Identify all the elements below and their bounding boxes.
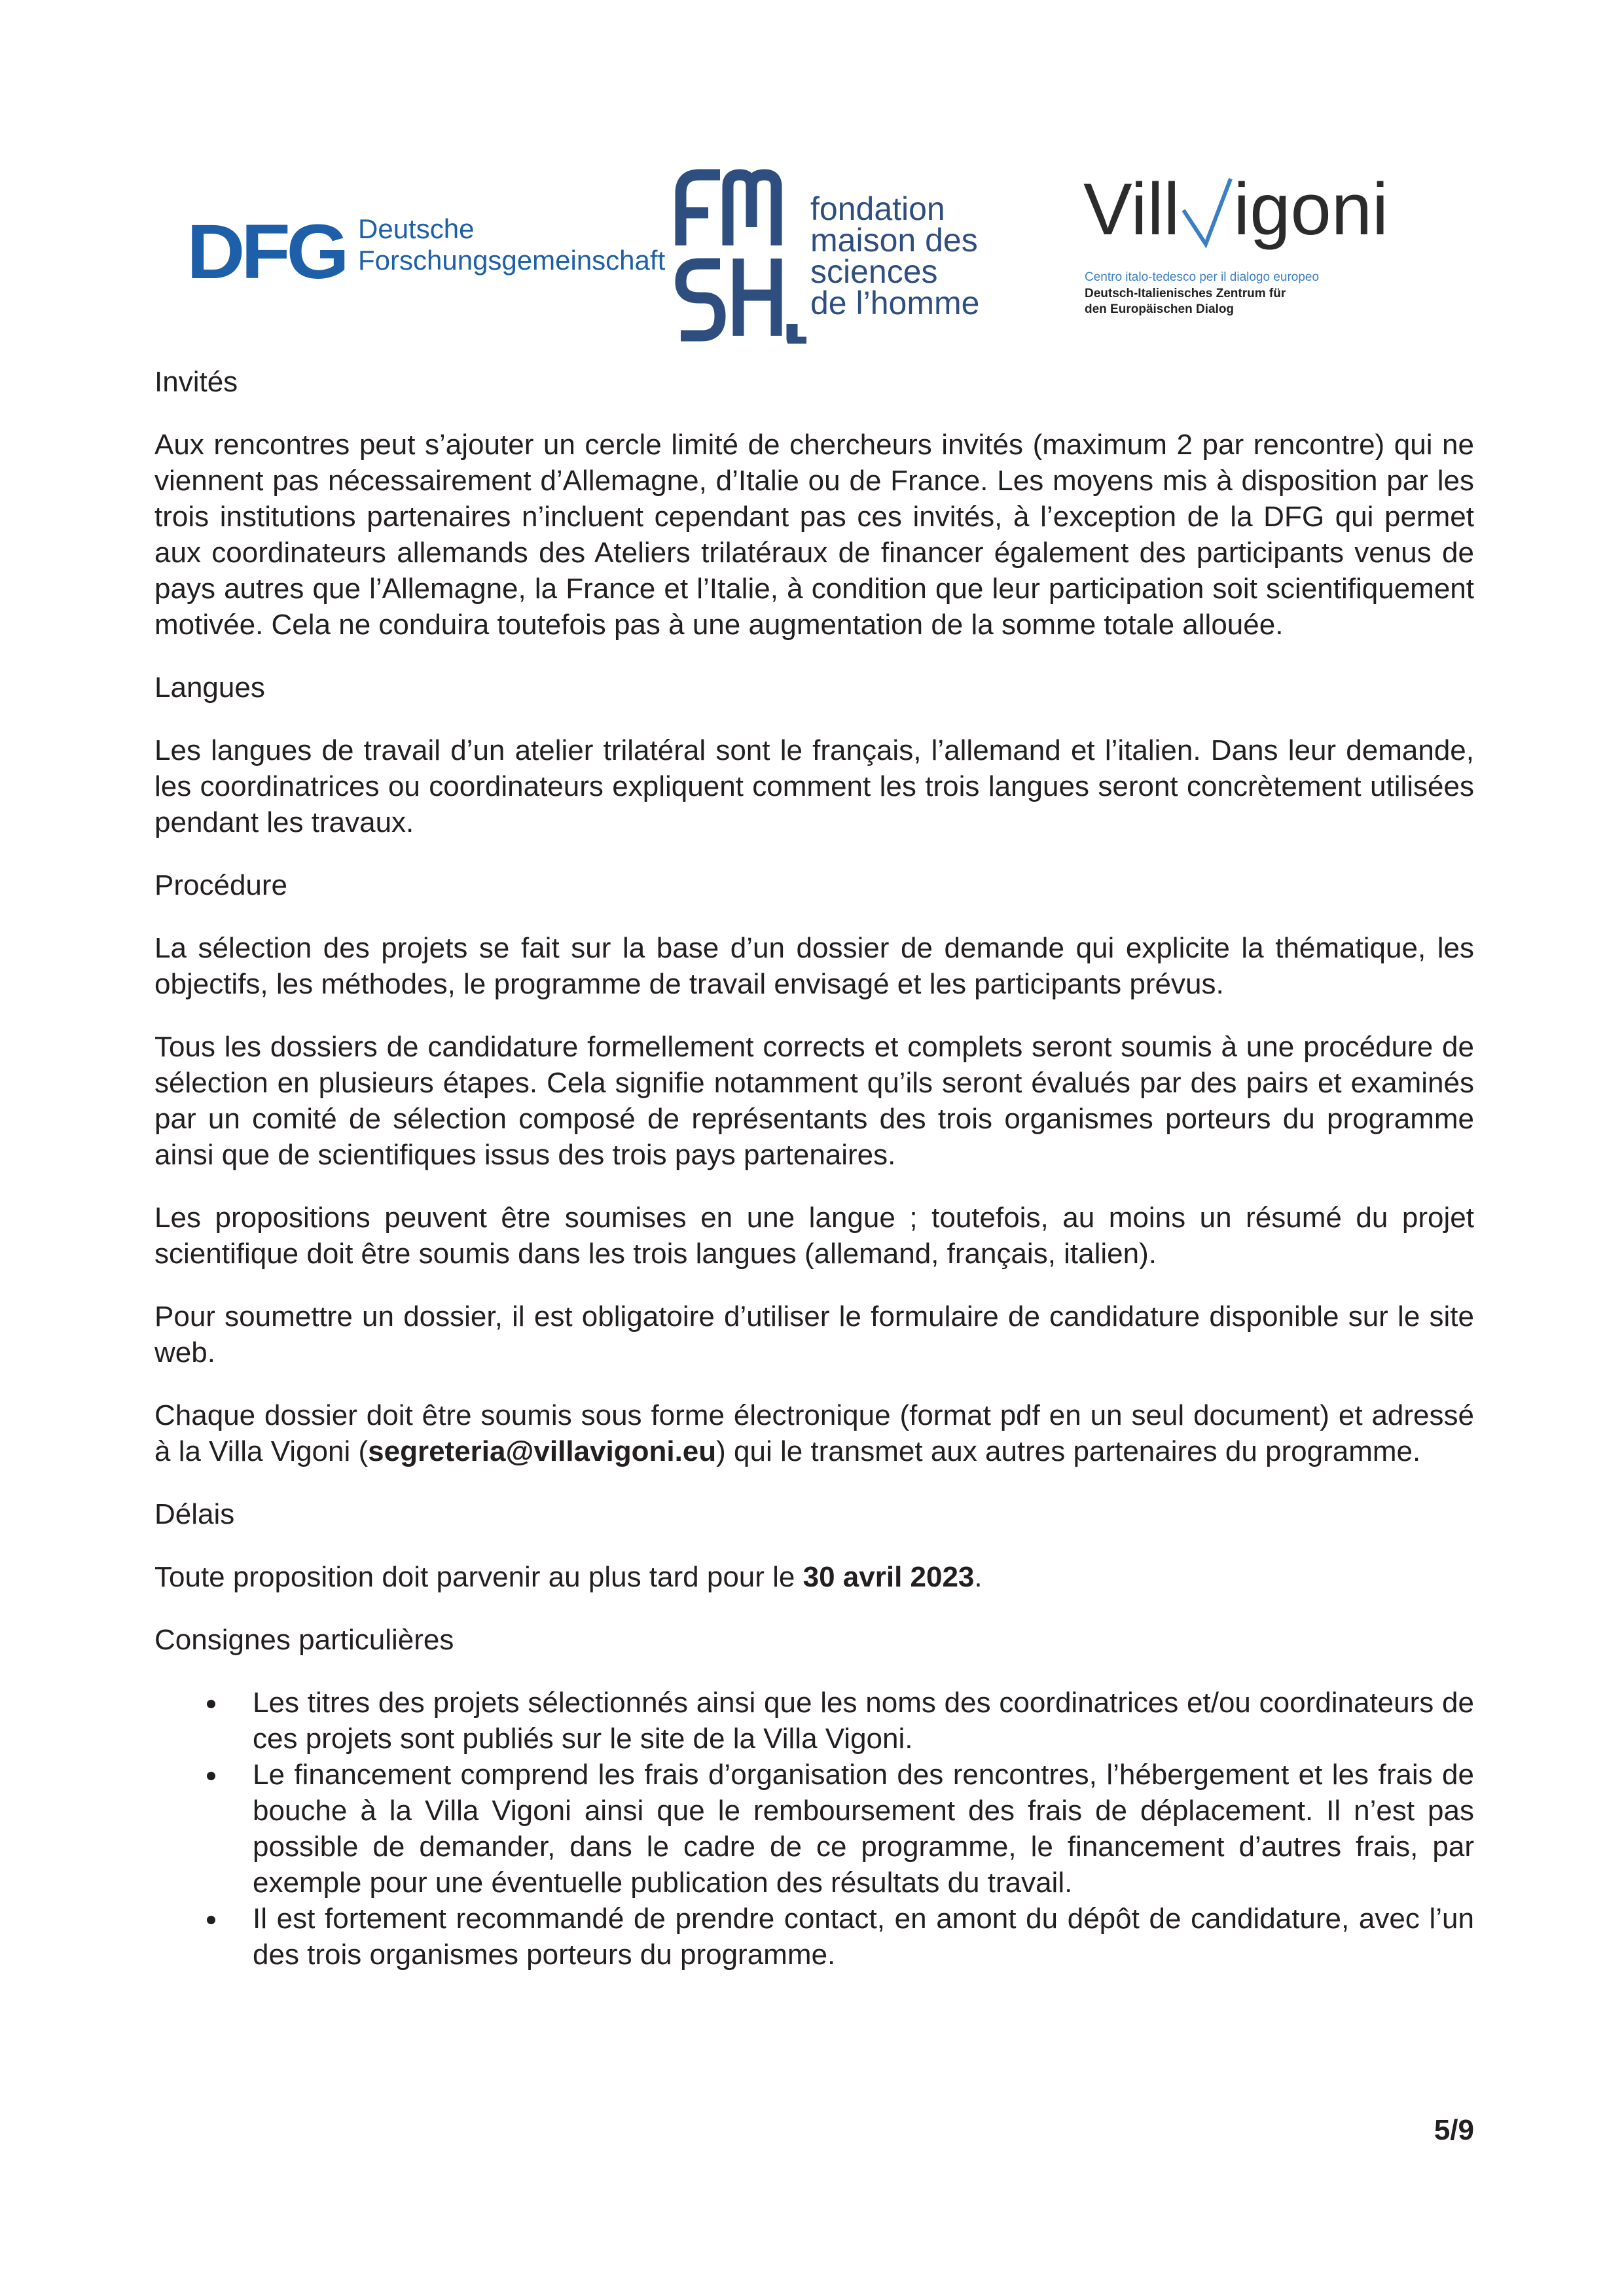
fmsh-logo-line2: maison des	[810, 222, 978, 259]
paragraph-invites: Aux rencontres peut s’ajouter un cercle limité de chercheurs invités (maximum 2 par rencontre) qui ne viennent pas nécessairement d’Allemagne, d’Italie ou de France. Les moyens mis à disposition par les trois institutions partenaires n’incluent cependant pas ces invités, à l’exception de la DFG qui permet aux coordinateurs allemands des Ateliers trilatéraux de financer également des participants venus de pays autres que l’Allemagne, la France et l’Italie, à condition que leur participation soit scientifiquement motivée. Cela ne conduira toutefois pas à une augmentation de la somme totale allouée.	[154, 429, 1474, 641]
paragraph-delais	[154, 1559, 1474, 1595]
page-number: 5/9	[1434, 2114, 1474, 2146]
fmsh-logo-line3: sciences	[810, 253, 938, 290]
dfg-logo	[187, 208, 666, 295]
dfg-logo-mark: DFG	[187, 209, 346, 295]
bullet-icon	[207, 1772, 215, 1780]
list-item-text: Le financement comprend les frais d’organisation des rencontres, l’hébergement et les frais de bouche à la Villa Vigoni ainsi que le remboursement des frais de déplacement. Il n’est pas possible de demander, dans le cadre de ce programme, le financement d’autres frais, par exemple pour une éventuelle publication des résultats du travail.	[253, 1759, 1474, 1899]
section-heading-procedure: Procédure	[154, 869, 288, 901]
fmsh-logo-line1: fondation	[810, 190, 945, 227]
list-item-text: Les titres des projets sélectionnés ainsi que les noms des coordinatrices et/ou coordinateurs de ces projets sont publiés sur le site de la Villa Vigoni.	[253, 1687, 1474, 1755]
delais-text-before: Toute proposition doit parvenir au plus tard pour le	[154, 1561, 803, 1593]
paragraph-langues: Les langues de travail d’un atelier trilatéral sont le français, l’allemand et l’italien. Dans leur demande, les coordinatrices ou coordinateurs expliquent comment les trois langues seront concrètement utilisées pendant les travaux.	[154, 734, 1474, 838]
section-heading-langues: Langues	[154, 672, 265, 704]
fmsh-logo-text	[810, 190, 980, 321]
consignes-list	[154, 1685, 1474, 1973]
deadline-date: 30 avril 2023	[803, 1561, 975, 1593]
fmsh-emblem-icon	[668, 167, 812, 344]
procedure-5-text-before: Chaque dossier doit être soumis sous forme électronique (format pdf en un seul document) et adressé à la Villa Vigoni (	[154, 1399, 1474, 1467]
villa-subtitle-german	[1085, 286, 1286, 317]
fmsh-logo	[668, 167, 995, 344]
document-body	[154, 364, 1474, 1973]
paragraph-procedure-1: La sélection des projets se fait sur la base d’un dossier de demande qui explicite la thématique, les objectifs, les méthodes, le programme de travail envisagé et les participants prévus.	[154, 932, 1474, 1000]
email-link[interactable]: segreteria@villavigoni.eu	[368, 1435, 717, 1467]
section-heading-consignes: Consignes particulières	[154, 1624, 454, 1656]
villa-vigoni-logo	[1083, 167, 1424, 331]
list-item-text: Il est fortement recommandé de prendre contact, en amont du dépôt de candidature, avec l’un des trois organismes porteurs du programme.	[253, 1903, 1474, 1971]
villa-subtitle-german-line2: den Europäischen Dialog	[1085, 302, 1235, 316]
bullet-icon	[207, 1700, 215, 1708]
dfg-logo-text	[358, 213, 665, 276]
paragraph-procedure-4: Pour soumettre un dossier, il est obligatoire d’utiliser le formulaire de candidature disponible sur le site web.	[154, 1300, 1474, 1369]
delais-text-after: .	[974, 1561, 983, 1593]
fmsh-logo-line4: de l’homme	[810, 285, 980, 321]
procedure-5-text-after: ) qui le transmet aux autres partenaires du programme.	[716, 1435, 1421, 1467]
section-heading-delais: Délais	[154, 1498, 235, 1530]
villa-vigoni-wordmark	[1083, 167, 1424, 252]
dfg-logo-line1: Deutsche	[358, 213, 475, 244]
villa-v-mark-icon	[1180, 167, 1233, 252]
section-heading-invites: Invités	[154, 366, 238, 398]
list-item	[154, 1901, 1474, 1973]
paragraph-procedure-3: Les propositions peuvent être soumises en une langue ; toutefois, au moins un résumé du projet scientifique doit être soumis dans les trois langues (allemand, français, italien).	[154, 1202, 1474, 1270]
dfg-logo-line2: Forschungsgemeinschaft	[358, 245, 666, 276]
villa-name-part1: Vill	[1083, 168, 1180, 250]
villa-name-part2: igoni	[1233, 168, 1388, 250]
villa-subtitle-italian: Centro italo-tedesco per il dialogo europeo	[1085, 270, 1320, 284]
bullet-icon	[207, 1916, 215, 1924]
paragraph-procedure-5	[154, 1397, 1474, 1469]
list-item	[154, 1757, 1474, 1901]
paragraph-procedure-2: Tous les dossiers de candidature formellement corrects et complets seront soumis à une procédure de sélection en plusieurs étapes. Cela signifie notamment qu’ils seront évalués par des pairs et examinés par un comité de sélection composé de représentants des trois organismes porteurs du programme ainsi que de scientifiques issus des trois pays partenaires.	[154, 1031, 1474, 1171]
list-item	[154, 1685, 1474, 1757]
villa-subtitle-german-line1: Deutsch-Italienisches Zentrum für	[1085, 287, 1286, 300]
